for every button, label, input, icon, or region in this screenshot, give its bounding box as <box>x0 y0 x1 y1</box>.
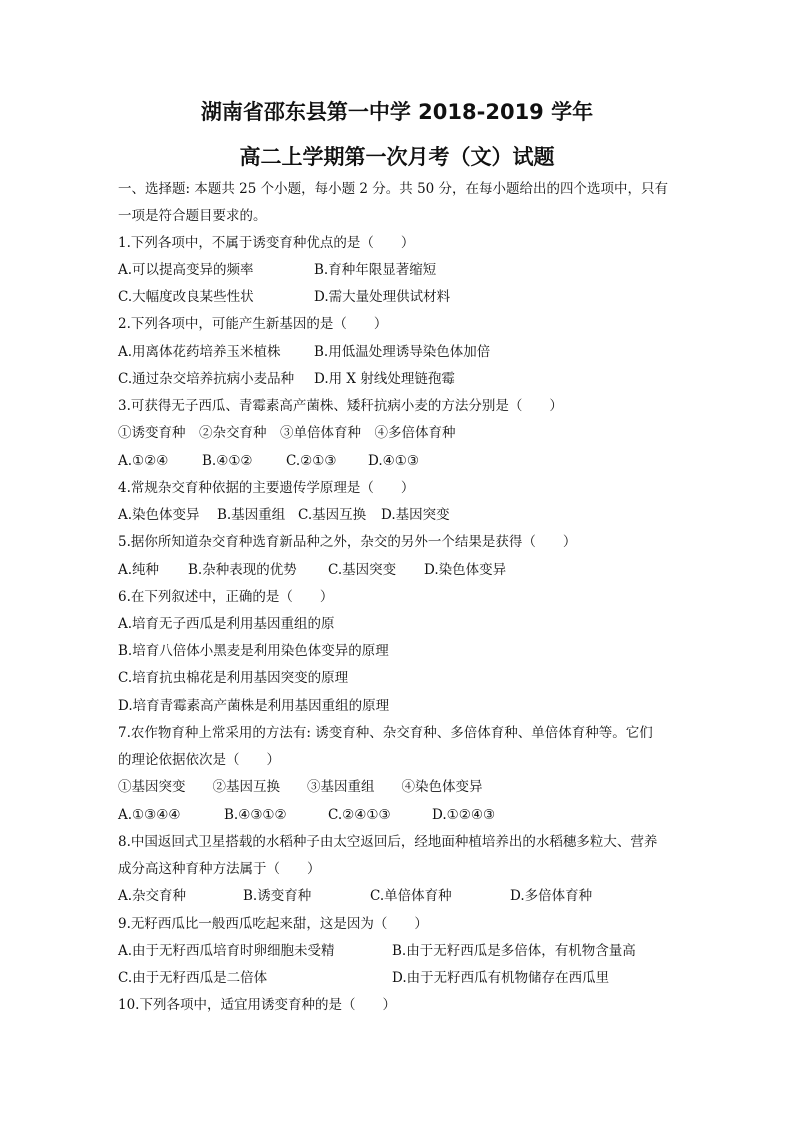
q9-option-a: A.由于无籽西瓜培育时卵细胞未受精 <box>118 943 335 959</box>
q8-option-b: B.诱变育种 <box>243 888 312 904</box>
q2-stem: 2.下列各项中，可能产生新基因的是（ ） <box>118 316 388 332</box>
q8-stem-line2: 成分高这种育种方法属于（ ） <box>118 861 321 877</box>
exam-title-line2: 高二上学期第一次月考（文）试题 <box>239 145 555 169</box>
q5-option-c: C.基因突变 <box>328 562 397 578</box>
exam-title-line1: 湖南省邵东县第一中学 2018-2019 学年 <box>200 100 594 124</box>
q8-option-d: D.多倍体育种 <box>510 888 593 904</box>
q6-stem: 6.在下列叙述中，正确的是（ ） <box>118 589 334 605</box>
q9-option-c: C.由于无籽西瓜是二倍体 <box>118 970 268 986</box>
q4-option-a: A.染色体变异 <box>118 507 200 523</box>
q5-stem: 5.据你所知道杂交育种选育新品种之外，杂交的另外一个结果是获得（ ） <box>118 534 577 550</box>
q5-option-b: B.杂种表现的优势 <box>188 562 297 578</box>
q3-option-a: A.①②④ <box>118 453 169 469</box>
q10-stem: 10.下列各项中，适宜用诱变育种的是（ ） <box>118 997 396 1013</box>
q7-stem-line1: 7.农作物育种上常采用的方法有: 诱变育种、杂交育种、多倍体育种、单倍体育种等。它们 <box>118 725 653 741</box>
q1-option-c: C.大幅度改良某些性状 <box>118 289 254 305</box>
q6-option-a: A.培育无子西瓜是利用基因重组的原 <box>118 616 335 632</box>
q7-option-d: D.①②④③ <box>432 807 496 823</box>
q6-option-d: D.培育青霉素高产菌株是利用基因重组的原理 <box>118 698 390 714</box>
q3-items: ①诱变育种 ②杂交育种 ③单倍体育种 ④多倍体育种 <box>118 425 456 441</box>
q5-option-a: A.纯种 <box>118 562 160 578</box>
q7-option-c: C.②④①③ <box>328 807 391 823</box>
q3-option-c: C.②①③ <box>286 453 337 469</box>
q3-stem: 3.可获得无子西瓜、青霉素高产菌株、矮秆抗病小麦的方法分别是（ ） <box>118 398 563 414</box>
q2-option-c: C.通过杂交培养抗病小麦品种 <box>118 371 295 387</box>
q9-option-d: D.由于无籽西瓜有机物储存在西瓜里 <box>392 970 610 986</box>
q7-option-a: A.①③④④ <box>118 807 181 823</box>
q4-option-b: B.基因重组 <box>217 507 286 523</box>
section-heading-line1: 一、选择题: 本题共 25 个小题，每小题 2 分。共 50 分，在每小题给出的四个选项中，只有 <box>118 181 669 197</box>
q7-stem-line2: 的理论依据依次是（ ） <box>118 752 280 768</box>
q4-option-d: D.基因突变 <box>381 507 450 523</box>
q1-option-d: D.需大量处理供试材料 <box>314 289 451 305</box>
section-heading-line2: 一项是符合题目要求的。 <box>118 208 267 224</box>
q4-option-c: C.基因互换 <box>298 507 367 523</box>
q9-stem: 9.无籽西瓜比一般西瓜吃起来甜，这是因为（ ） <box>118 916 428 932</box>
q7-option-b: B.④③①② <box>224 807 287 823</box>
q1-option-b: B.育种年限显著缩短 <box>314 262 437 278</box>
q6-option-c: C.培育抗虫棉花是利用基因突变的原理 <box>118 670 349 686</box>
q5-option-d: D.染色体变异 <box>424 562 507 578</box>
q8-option-a: A.杂交育种 <box>118 888 187 904</box>
q6-option-b: B.培育八倍体小黑麦是利用染色体变异的原理 <box>118 643 389 659</box>
q9-option-b: B.由于无籽西瓜是多倍体，有机物含量高 <box>392 943 636 959</box>
q1-option-a: A.可以提高变异的频率 <box>118 262 254 278</box>
q4-stem: 4.常规杂交育种依据的主要遗传学原理是（ ） <box>118 480 415 496</box>
q8-stem-line1: 8.中国返回式卫星搭载的水稻种子由太空返回后，经地面种植培养出的水稻穗多粒大、营养 <box>118 834 658 850</box>
q2-option-b: B.用低温处理诱导染色体加倍 <box>314 344 491 360</box>
q3-option-d: D.④①③ <box>368 453 419 469</box>
q2-option-d: D.用 X 射线处理链孢霉 <box>314 371 455 387</box>
q2-option-a: A.用离体花药培养玉米植株 <box>118 344 281 360</box>
q8-option-c: C.单倍体育种 <box>370 888 452 904</box>
q3-option-b: B.④①② <box>202 453 253 469</box>
q7-items: ①基因突变 ②基因互换 ③基因重组 ④染色体变异 <box>118 779 483 795</box>
q1-stem: 1.下列各项中，不属于诱变育种优点的是（ ） <box>118 235 415 251</box>
